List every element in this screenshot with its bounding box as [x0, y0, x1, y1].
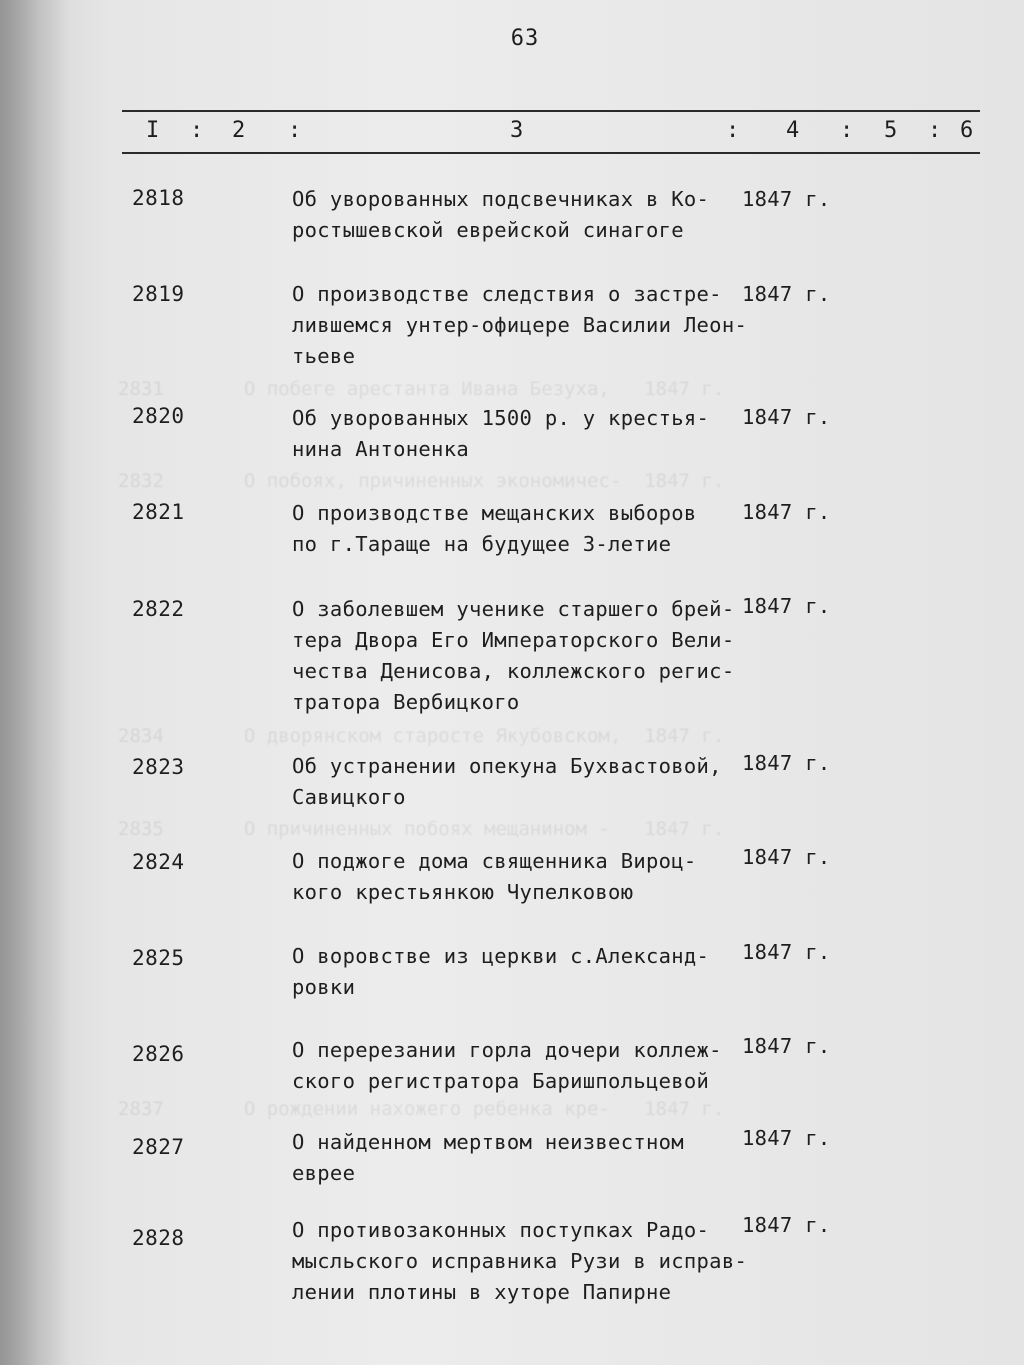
page-binding-shadow	[0, 0, 70, 1365]
entry-line: О производстве мещанских выборов	[292, 501, 697, 525]
entry-line: О поджоге дома священника Вироц-	[292, 849, 697, 873]
entry-description	[292, 279, 752, 372]
column-header-4: 4	[786, 118, 800, 143]
entry-description	[292, 1035, 752, 1097]
entry-number: 2822	[132, 597, 185, 621]
entry-year: 1847 г.	[742, 500, 831, 524]
column-header-3: 3	[510, 118, 524, 143]
entry-description	[292, 184, 752, 246]
entry-number: 2821	[132, 500, 185, 524]
entry-line: ровки	[292, 975, 356, 999]
entry-description	[292, 594, 752, 718]
bleed-through-text: 2831 О побеге арестанта Ивана Безуха, 1847 г.	[118, 378, 725, 400]
header-rule-bottom	[122, 152, 980, 154]
entry-number: 2824	[132, 850, 185, 874]
entry-line: по г.Тараще на будущее 3-летие	[292, 532, 672, 556]
column-separator: :	[840, 118, 854, 143]
entry-line: О найденном мертвом неизвестном	[292, 1130, 684, 1154]
bleed-through-text: 2832 О побоях, причиненных экономичес- 1847 г.	[118, 470, 725, 492]
column-separator: :	[288, 118, 302, 143]
entry-year: 1847 г.	[742, 187, 831, 211]
entry-number: 2826	[132, 1042, 185, 1066]
column-header-2: 2	[232, 118, 246, 143]
entry-year: 1847 г.	[742, 751, 831, 775]
entry-year: 1847 г.	[742, 1213, 831, 1237]
bleed-through-text: 2837 О рождении нахожего ребенка кре- 1847 г.	[118, 1098, 725, 1120]
bleed-through-text: 2834 О дворянском старосте Якубовском, 1847 г.	[118, 725, 725, 747]
entry-line: О производстве следствия о застре-	[292, 282, 722, 306]
header-rule-top	[122, 110, 980, 112]
entry-year: 1847 г.	[742, 1126, 831, 1150]
entry-number: 2818	[132, 186, 185, 210]
column-separator: :	[726, 118, 740, 143]
entry-line: нина Антоненка	[292, 437, 469, 461]
entry-line: еврее	[292, 1161, 356, 1185]
entry-description	[292, 1127, 752, 1189]
entry-number: 2825	[132, 946, 185, 970]
entry-number: 2820	[132, 404, 185, 428]
entry-year: 1847 г.	[742, 282, 831, 306]
entry-number: 2823	[132, 755, 185, 779]
column-header-5: 5	[884, 118, 898, 143]
entry-line: тратора Вербицкого	[292, 690, 520, 714]
entry-line: ского регистратора Баришпольцевой	[292, 1069, 710, 1093]
entry-year: 1847 г.	[742, 845, 831, 869]
page-number: 63	[510, 26, 540, 51]
entry-line: чества Денисова, коллежского регис-	[292, 659, 735, 683]
entry-year: 1847 г.	[742, 405, 831, 429]
entry-description	[292, 941, 752, 1003]
entry-line: кого крестьянкою Чупелковою	[292, 880, 634, 904]
column-separator: :	[928, 118, 942, 143]
entry-line: О противозаконных поступках Радо-	[292, 1218, 710, 1242]
column-separator: :	[190, 118, 204, 143]
entry-year: 1847 г.	[742, 940, 831, 964]
entry-line: тьеве	[292, 344, 356, 368]
entry-line: лении плотины в хуторе Папирне	[292, 1280, 672, 1304]
entry-description	[292, 846, 752, 908]
entry-description	[292, 403, 752, 465]
entry-number: 2827	[132, 1135, 185, 1159]
entry-number: 2819	[132, 282, 185, 306]
entry-year: 1847 г.	[742, 1034, 831, 1058]
entry-line: О перерезании горла дочери коллеж-	[292, 1038, 722, 1062]
entry-description	[292, 1215, 752, 1308]
entry-line: Об уворованных 1500 р. у крестья-	[292, 406, 710, 430]
bleed-through-text: 2835 О причиненных побоях мещанином - 1847 г.	[118, 818, 725, 840]
entry-line: О заболевшем ученике старшего брей-	[292, 597, 735, 621]
entry-line: Савицкого	[292, 785, 406, 809]
column-header-6: 6	[960, 118, 974, 143]
column-header-1: I	[146, 118, 160, 143]
entry-line: ростышевской еврейской синагоге	[292, 218, 684, 242]
entry-year: 1847 г.	[742, 594, 831, 618]
entry-line: тера Двора Его Императорского Вели-	[292, 628, 735, 652]
entry-line: Об устранении опекуна Бухвастовой,	[292, 754, 722, 778]
entry-line: Об уворованных подсвечниках в Ко-	[292, 187, 710, 211]
entry-line: лившемся унтер-офицере Василии Леон-	[292, 313, 748, 337]
entry-description	[292, 751, 752, 813]
entry-description	[292, 498, 752, 560]
entry-number: 2828	[132, 1226, 185, 1250]
entry-line: О воровстве из церкви с.Александ-	[292, 944, 710, 968]
entry-line: мысльского исправника Рузи в исправ-	[292, 1249, 748, 1273]
